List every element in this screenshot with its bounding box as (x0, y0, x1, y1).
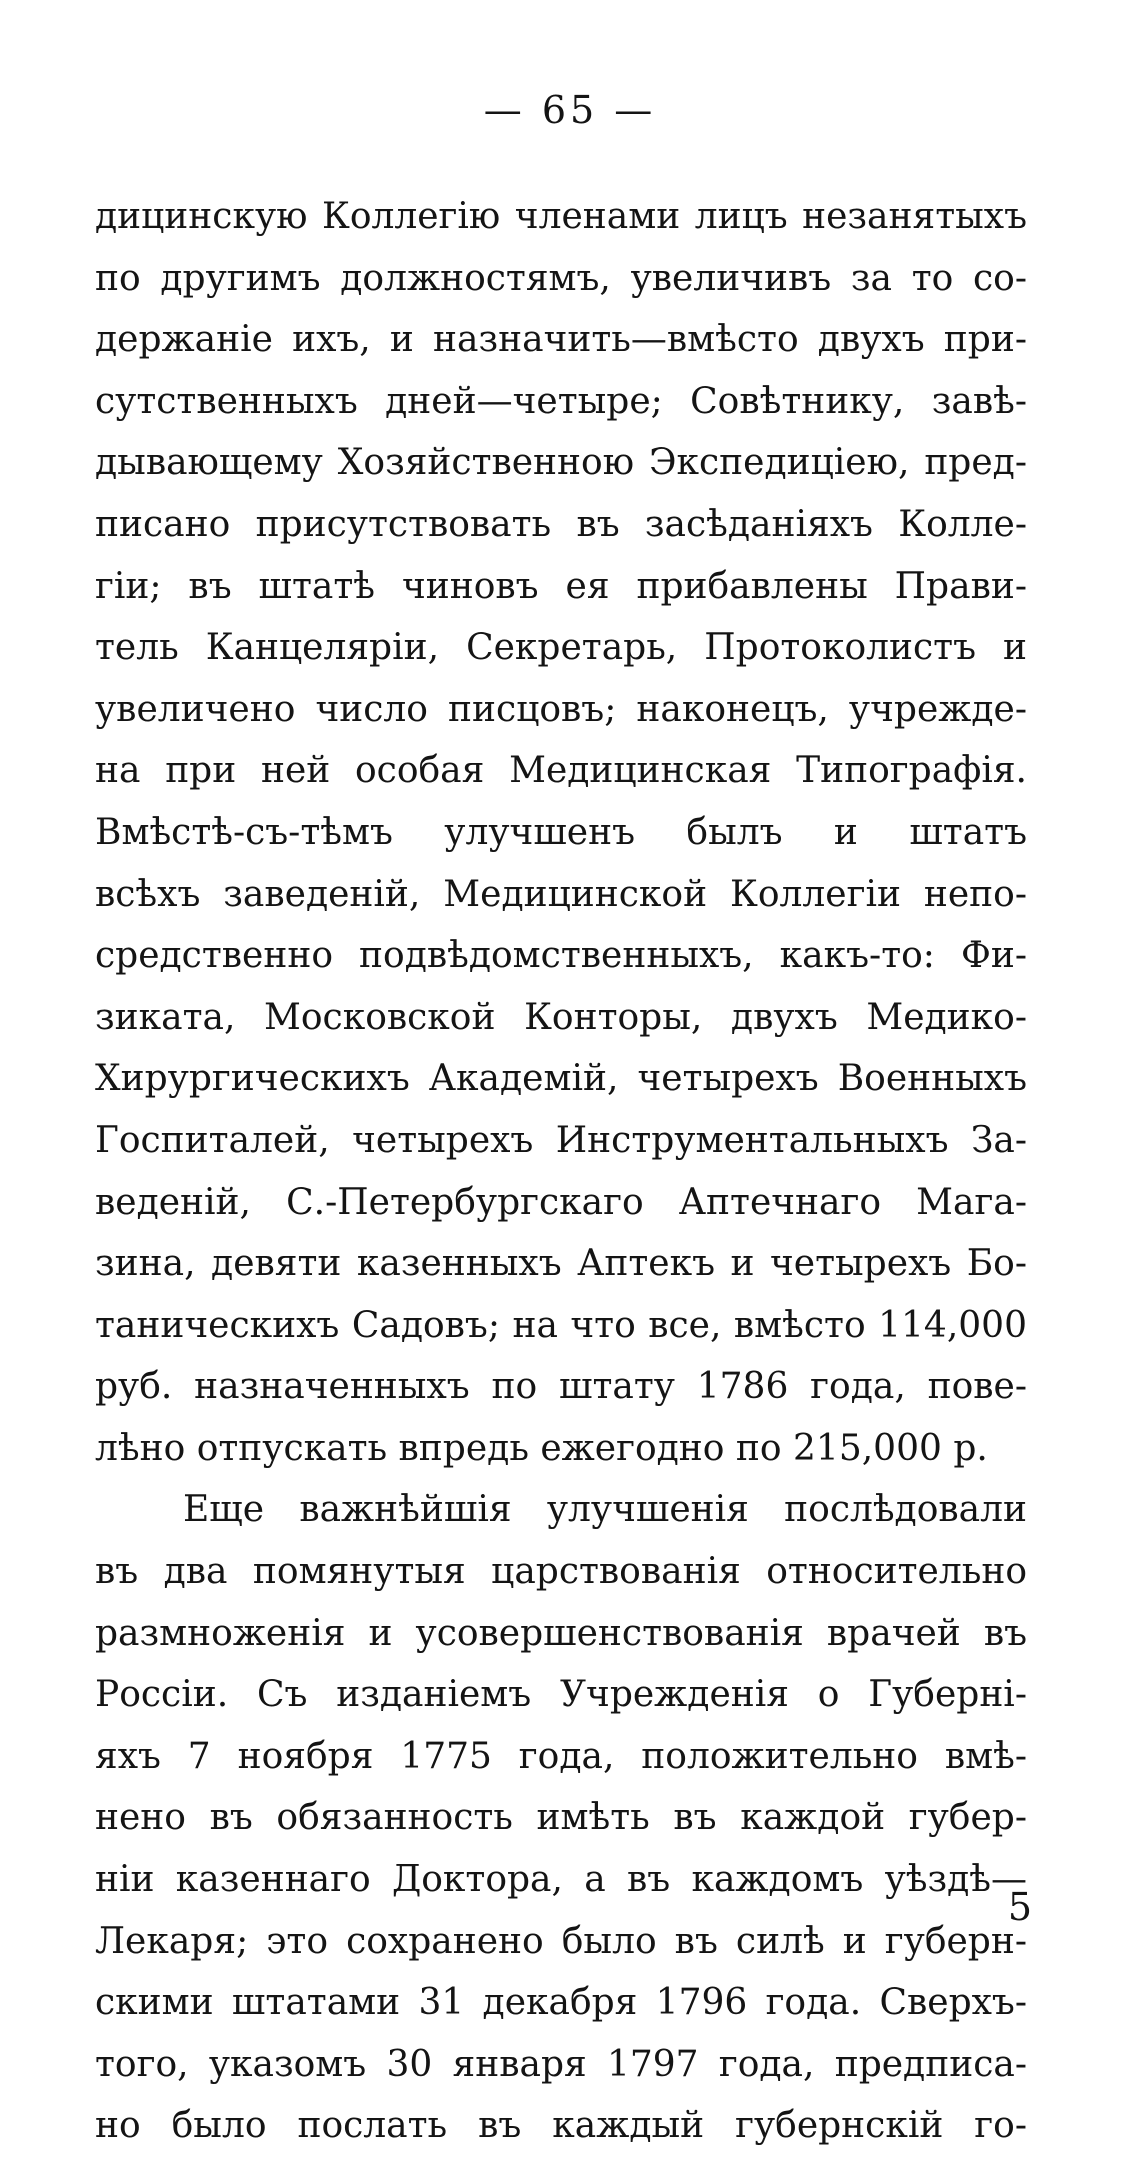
text-line: тель Канцеляріи, Секретарь, Протоколистъ и (95, 627, 1027, 669)
text-line: держаніе ихъ, и назначить—вмѣсто двухъ при- (95, 319, 1027, 361)
text-line: но было послать въ каждый губернскій го- (95, 2105, 1027, 2147)
text-line: нено въ обязанность имѣть въ каждой губер- (95, 1797, 1027, 1839)
text-line: руб. назначенныхъ по штату 1786 года, пове- (95, 1366, 1027, 1408)
text-line: гіи; въ штатѣ чиновъ ея прибавлены Прави- (95, 565, 1027, 607)
body-text (95, 186, 1027, 2157)
text-line: Россіи. Съ изданіемъ Учрежденія о Губерні- (95, 1674, 1027, 1716)
text-line: яхъ 7 ноября 1775 года, положительно вмѣ- (95, 1735, 1027, 1777)
text-line: Госпиталей, четырехъ Инструментальныхъ За- (95, 1119, 1027, 1161)
text-line: на при ней особая Медицинская Типографія. (95, 750, 1027, 792)
text-line: средственно подвѣдомственныхъ, какъ-то: Фи- (95, 935, 1027, 977)
text-line: въ два помянутыя царствованія относительно (95, 1551, 1027, 1593)
text-line: дывающему Хозяйственною Экспедиціею, пред- (95, 442, 1027, 484)
text-line: зина, девяти казенныхъ Аптекъ и четырехъ Бо- (95, 1243, 1027, 1285)
paragraph-end-line: лѣно отпускать впредь ежегодно по 215,000 р. (95, 1427, 988, 1469)
text-line: ніи казеннаго Доктора, а въ каждомъ уѣздѣ— (95, 1859, 1027, 1901)
text-line: Лекаря; это сохранено было въ силѣ и губерн- (95, 1920, 1027, 1962)
text-line: размноженія и усовершенствованія врачей въ (95, 1612, 1027, 1654)
text-line: того, указомъ 30 января 1797 года, предписа- (95, 2043, 1027, 2085)
text-line: увеличено число писцовъ; наконецъ, учрежде- (95, 688, 1027, 730)
page-number-header: — 65 — (483, 88, 657, 132)
signature-mark: 5 (1007, 1885, 1032, 1929)
text-line: по другимъ должностямъ, увеличивъ за то со- (95, 257, 1027, 299)
text-line: дицинскую Коллегію членами лицъ незанятыхъ (95, 196, 1027, 237)
text-line: Хирургическихъ Академій, четырехъ Военныхъ (95, 1058, 1027, 1100)
text-line: Вмѣстѣ-съ-тѣмъ улучшенъ былъ и штатъ (95, 811, 1027, 853)
text-line: таническихъ Садовъ; на что все, вмѣсто 114,000 (95, 1304, 1027, 1346)
text-line: зиката, Московской Конторы, двухъ Медико- (95, 996, 1027, 1038)
paragraph-start-line: Еще важнѣйшія улучшенія послѣдовали (183, 1489, 1027, 1531)
text-line: веденій, С.-Петербургскаго Аптечнаго Мага- (95, 1181, 1027, 1223)
text-line: всѣхъ заведеній, Медицинской Коллегіи непо- (95, 873, 1027, 915)
text-line: сутственныхъ дней—четыре; Совѣтнику, завѣ- (95, 380, 1027, 422)
text-line: писано присутствовать въ засѣданіяхъ Колле- (95, 503, 1027, 545)
text-line: скими штатами 31 декабря 1796 года. Сверхъ- (95, 1982, 1027, 2024)
